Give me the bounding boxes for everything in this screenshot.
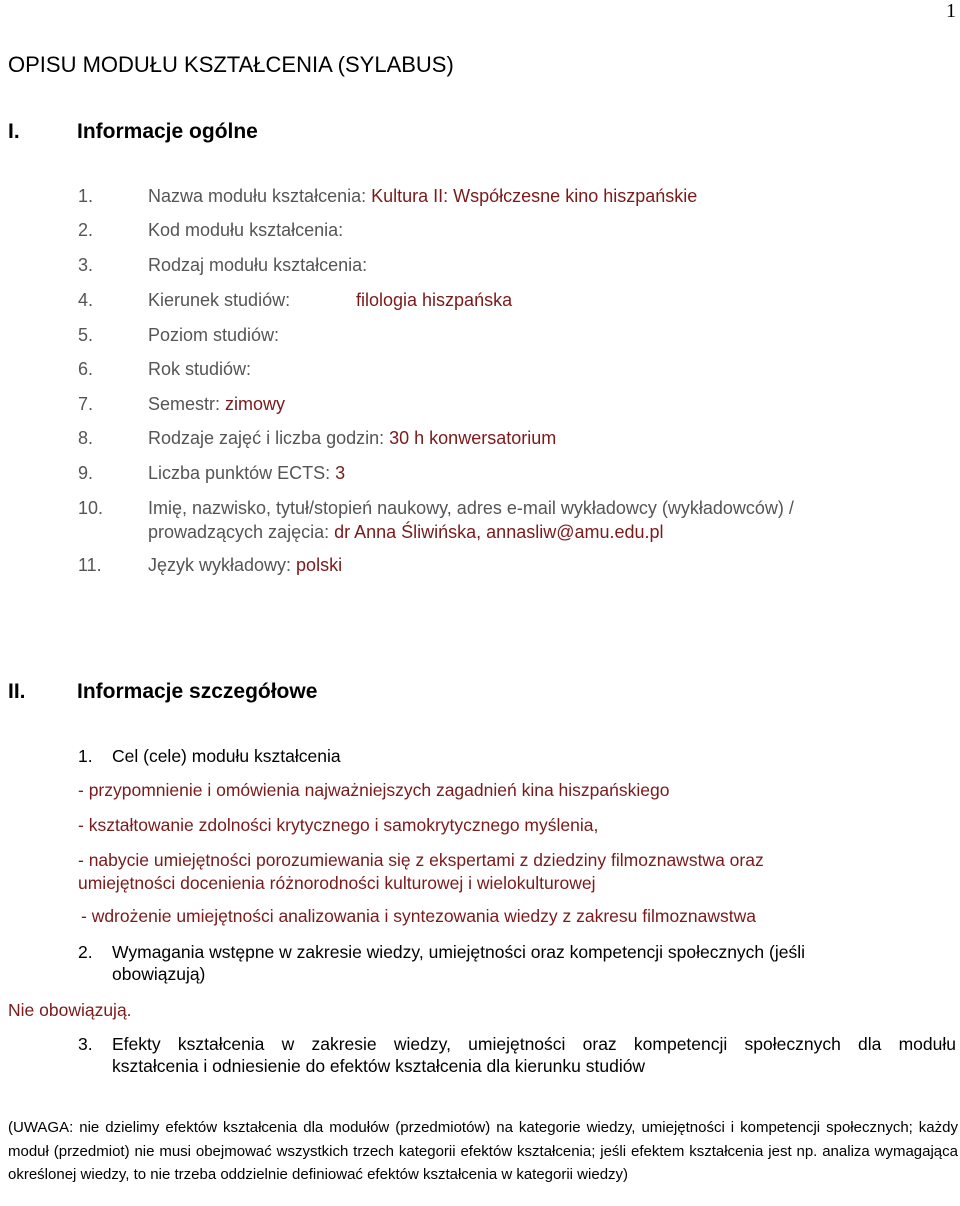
- item-label: Semestr:: [148, 394, 226, 414]
- goal-heading-number: 1.: [78, 746, 93, 766]
- requirements-number: 2.: [78, 942, 93, 962]
- goal-item-1: - przypomnienie i omówienia najważniejszych zagadnień kina hiszpańskiego: [78, 780, 670, 800]
- item-value: dr Anna Śliwińska, annasliw@amu.edu.pl: [334, 522, 664, 542]
- effects-text-line-2: kształcenia i odniesienie do efektów kształcenia dla kierunku studiów: [112, 1056, 646, 1076]
- item-label: Kierunek studiów:: [148, 290, 291, 310]
- effects-text-line-1: Efekty kształcenia w zakresie wiedzy, umiejętności oraz kompetencji społecznych dla modułu: [112, 1034, 956, 1054]
- section-2-heading: [8, 680, 508, 706]
- page-number: 1: [946, 0, 956, 22]
- section-1-title: Informacje ogólne: [77, 120, 258, 143]
- goal-item-2: - kształtowanie zdolności krytycznego i samokrytycznego myślenia,: [78, 815, 599, 835]
- item-value: polski: [296, 555, 343, 575]
- item-label: Rodzaje zajęć i liczba godzin:: [148, 428, 390, 448]
- item-label: Rok studiów:: [148, 359, 252, 379]
- section-1-heading: [8, 120, 508, 146]
- item-label-continued: prowadzących zajęcia:: [148, 522, 335, 542]
- item-label: Liczba punktów ECTS:: [148, 463, 336, 483]
- item-label: Język wykładowy:: [148, 555, 297, 575]
- info-item-10: 10. Imię, nazwisko, tytuł/stopień naukowy, adres e-mail wykładowcy (wykładowców) / prowadzących zajęcia: dr Anna Śliwińska, annasliw@amu.edu.pl: [78, 498, 794, 542]
- item-value: Kultura II: Współczesne kino hiszpańskie: [371, 186, 698, 206]
- item-value: filologia hiszpańska: [356, 290, 513, 310]
- item-label: Poziom studiów:: [148, 325, 280, 345]
- section-1-number: I.: [8, 120, 20, 143]
- item-value: 3: [335, 463, 346, 483]
- section-2-title: Informacje szczegółowe: [77, 680, 318, 703]
- goal-heading: [78, 746, 778, 767]
- requirements-heading: [78, 942, 938, 992]
- item-value: 30 h konwersatorium: [389, 428, 557, 448]
- goal-heading-text: Cel (cele) modułu kształcenia: [112, 746, 341, 766]
- effects-number: 3.: [78, 1034, 93, 1054]
- requirements-text-line-1: Wymagania wstępne w zakresie wiedzy, umiejętności oraz kompetencji społecznych (jeśli: [112, 942, 806, 962]
- goal-item-3-continued: umiejętności docenienia różnorodności kulturowej i wielokulturowej: [78, 873, 596, 893]
- note-paragraph: (UWAGA: nie dzielimy efektów kształcenia dla modułów (przedmiotów) na kategorie wiedzy, umiejętności i kompetencji społecznych; każdy moduł (przedmiot) nie musi obejmować wszystkich trzech kategorii efektów kształcenia; jeśli efektem kształcenia jest np. analiza wymagająca określonej wiedzy, to nie trzeba oddzielnie definiować efektów kształcenia w kategorii wiedzy): [8, 1119, 958, 1183]
- goal-item-4: - wdrożenie umiejętności analizowania i syntezowania wiedzy z zakresu filmoznawstwa: [81, 906, 757, 926]
- item-value: zimowy: [225, 394, 286, 414]
- item-label: Imię, nazwisko, tytuł/stopień naukowy, adres e-mail wykładowcy (wykładowców) /: [148, 498, 794, 518]
- item-label: Kod modułu kształcenia:: [148, 220, 344, 240]
- requirements-answer: Nie obowiązują.: [8, 1000, 132, 1020]
- document-title: OPISU MODUŁU KSZTAŁCENIA (SYLABUS): [8, 52, 454, 77]
- requirements-text-line-2: obowiązują): [112, 964, 206, 984]
- section-2-number: II.: [8, 680, 26, 703]
- item-label: Nazwa modułu kształcenia:: [148, 186, 372, 206]
- effects-heading: [78, 1034, 956, 1084]
- goal-item-3: - nabycie umiejętności porozumiewania się z ekspertami z dziedziny filmoznawstwa oraz: [78, 850, 764, 870]
- item-label: Rodzaj modułu kształcenia:: [148, 255, 368, 275]
